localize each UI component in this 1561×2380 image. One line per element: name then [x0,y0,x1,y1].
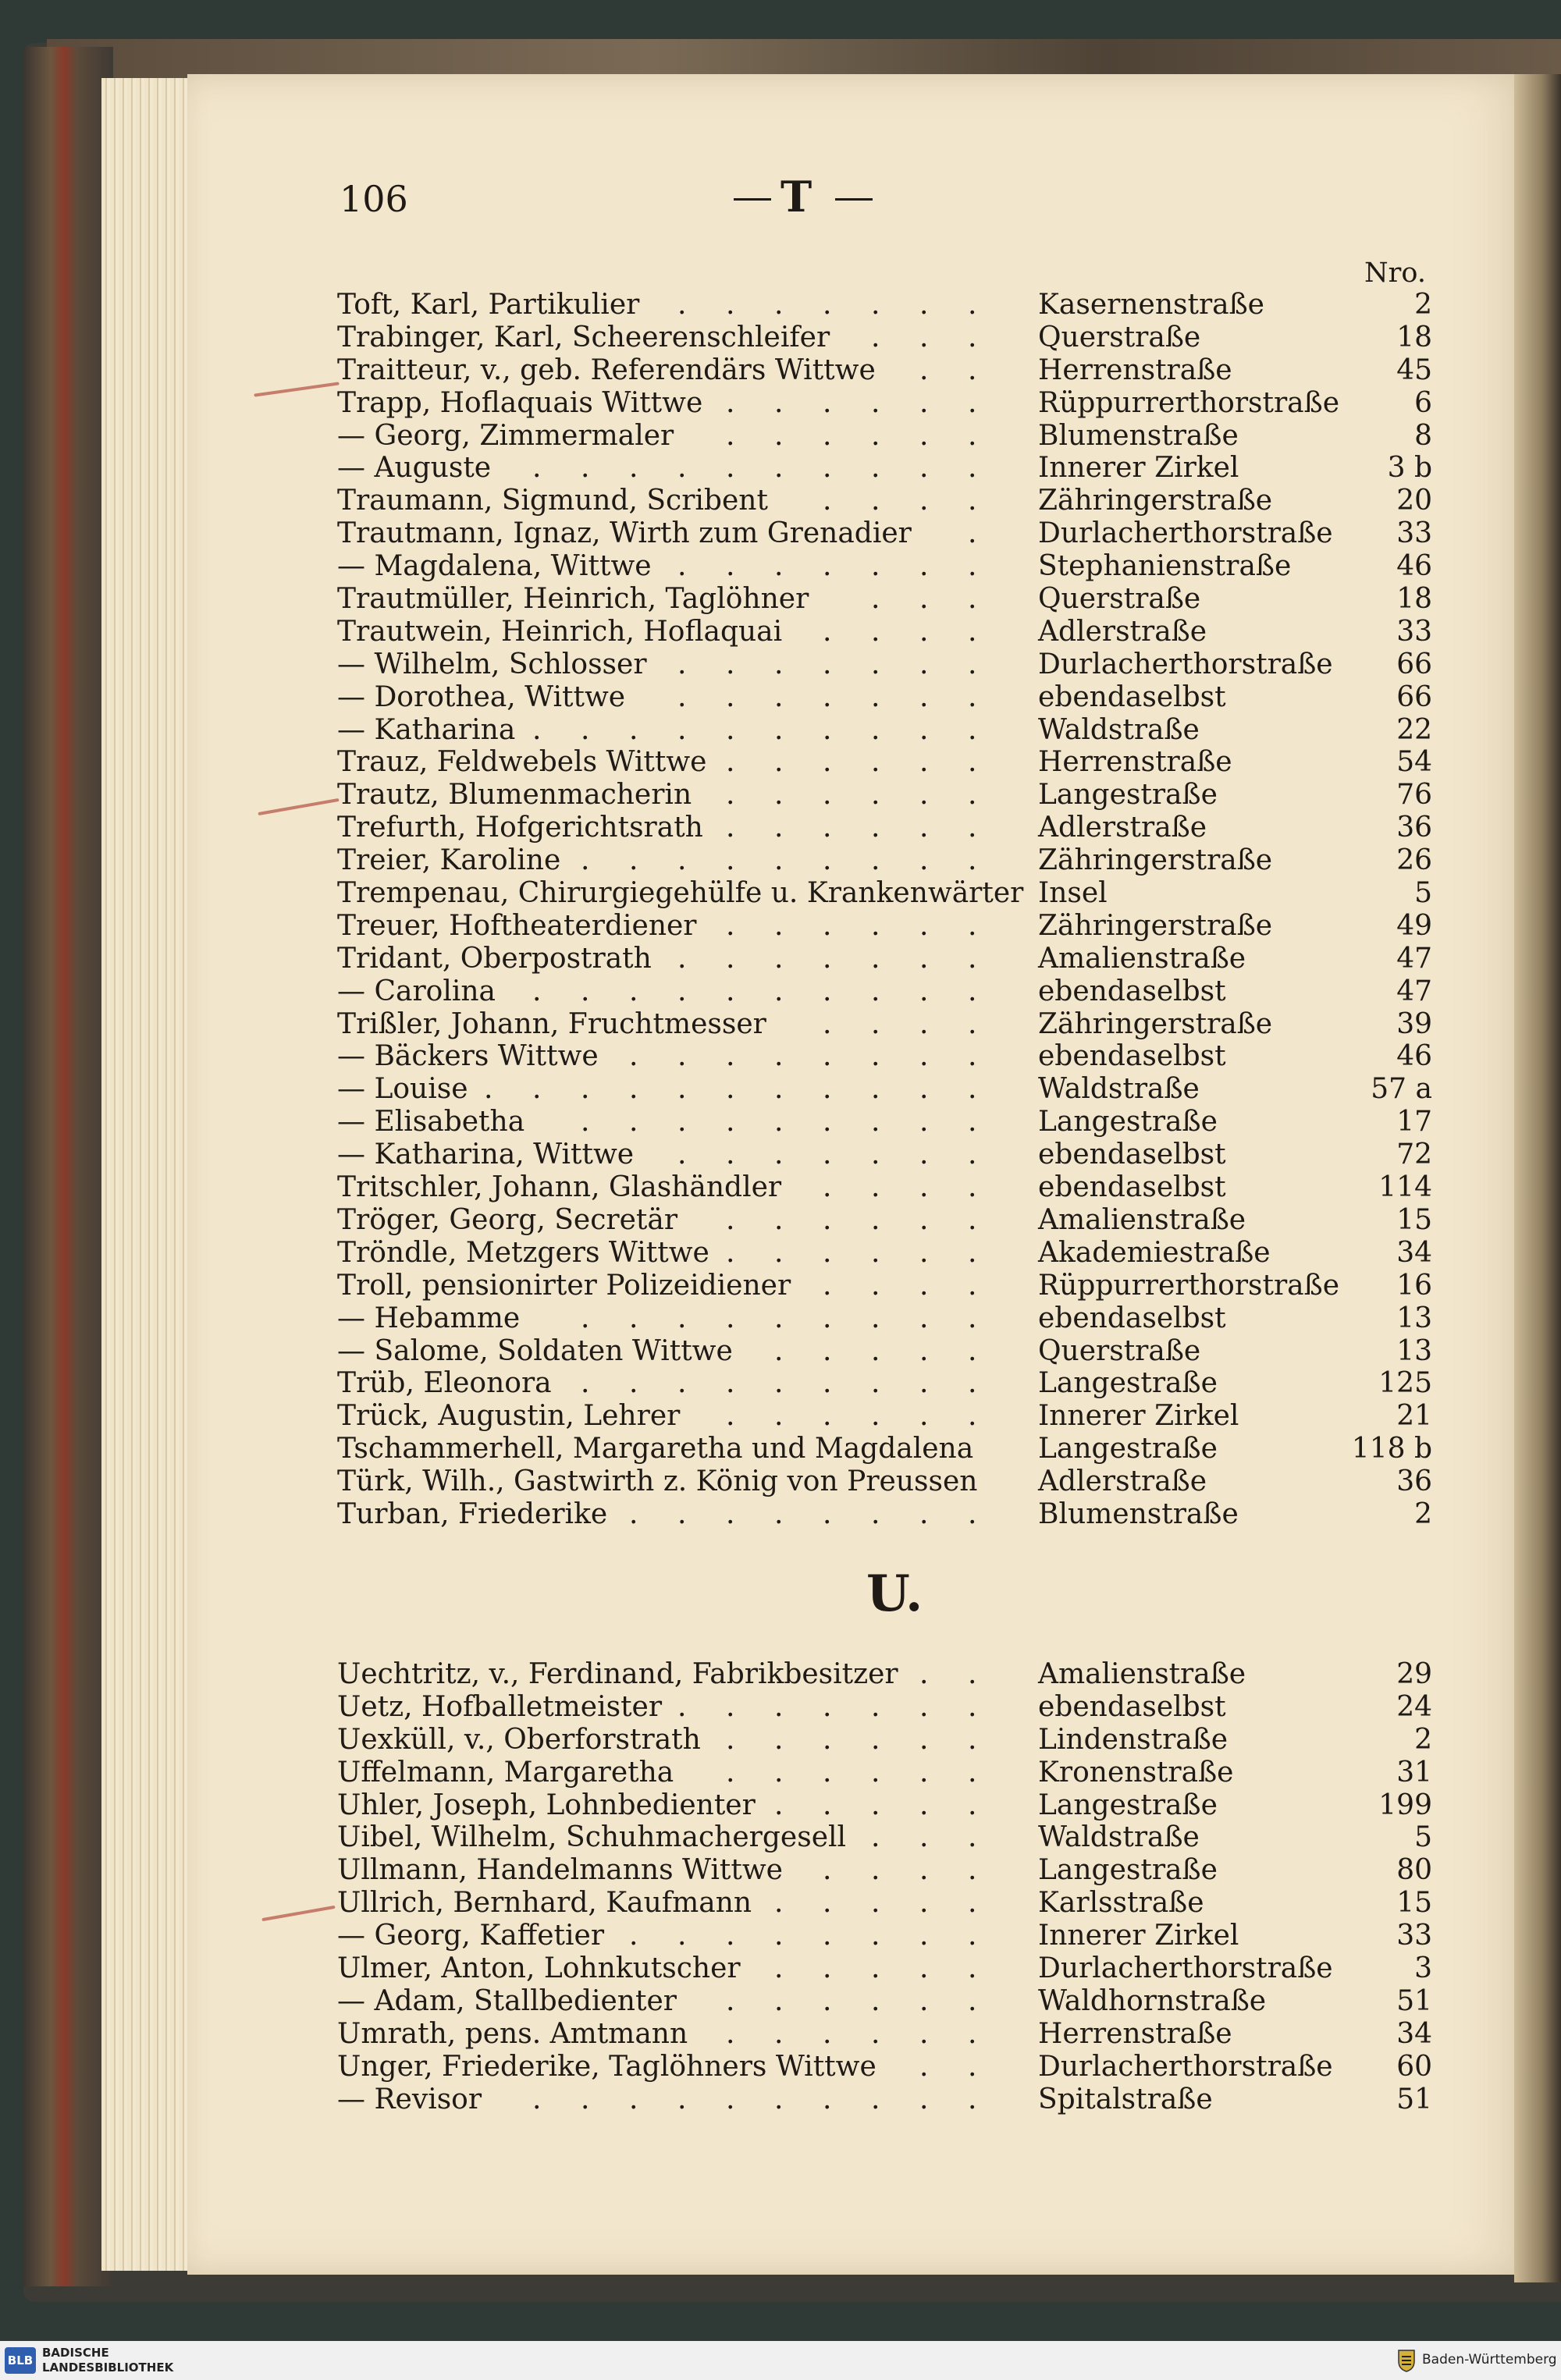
entry-name: Uechtritz, v., Ferdinand, Fabrikbesitzer [337,1658,898,1690]
directory-entry [0,1952,1561,1985]
leader-dots: . . . . . . [726,2017,977,2050]
entry-street: Langestraße [1038,1789,1218,1821]
entry-house-number: 51 [1396,1984,1432,2017]
leader-dots: . . . . . . . . . . [532,452,977,485]
entry-house-number: 21 [1396,1400,1432,1433]
leader-dots: . . . . . . [726,386,977,419]
entry-name: — Carolina [337,975,496,1007]
entry-street: Kasernenstraße [1038,289,1264,321]
directory-entry [0,1691,1561,1724]
library-name [42,2346,173,2375]
entry-street: Herrenstraße [1038,353,1232,386]
leader-dots: . . . . . . . [677,1138,977,1171]
entry-house-number: 46 [1396,550,1432,583]
directory-entry [0,1008,1561,1041]
entry-house-number: 118 b [1351,1433,1432,1465]
entry-street: Langestraße [1038,1433,1218,1465]
entry-street: Amalienstraße [1038,1203,1246,1236]
entry-name: Uexküll, v., Oberforstrath [337,1723,701,1756]
entry-name: — Georg, Kaffetier [337,1920,605,1952]
entry-street: Herrenstraße [1038,2017,1232,2050]
directory-entry [0,844,1561,877]
directory-entry [0,812,1561,844]
entry-house-number: 45 [1396,353,1432,386]
leader-dots: . . . . . . [726,1203,977,1236]
directory-entry [0,354,1561,387]
entry-house-number: 8 [1414,419,1432,452]
entry-name: Tröger, Georg, Secretär [337,1203,678,1236]
entry-name: Trüb, Eleonora [337,1367,552,1400]
entry-street: Querstraße [1038,321,1201,353]
leader-dots: . . . . . . . . . [581,1106,977,1138]
directory-entry [0,1433,1561,1465]
entry-name: Traumann, Sigmund, Scribent [337,485,768,517]
entry-street: Akademiestraße [1038,1236,1271,1269]
entry-name: Trautz, Blumenmacherin [337,779,692,812]
entry-name: Trapp, Hoflaquais Wittwe [337,386,703,419]
entry-house-number: 31 [1396,1756,1432,1789]
entry-street: Innerer Zirkel [1038,1920,1239,1952]
directory-entry [0,1302,1561,1335]
leader-dots: . . . . . [774,1789,977,1821]
leader-dots: . . [919,353,977,386]
entry-name: — Katharina [337,713,516,746]
entry-house-number: 33 [1396,1920,1432,1952]
entry-street: ebendaselbst [1038,1302,1226,1334]
directory-entry [0,420,1561,453]
directory-entry [0,1985,1561,2018]
entry-name: Ullrich, Bernhard, Kaufmann [337,1887,752,1920]
entry-house-number: 22 [1396,713,1432,746]
directory-entry [0,2051,1561,2083]
entry-street: ebendaselbst [1038,1690,1226,1723]
directory-entry [0,1789,1561,1822]
entry-name: — Magdalena, Wittwe [337,550,652,583]
leader-dots: . . . . . . . . . . [532,975,977,1007]
leader-dots: . . . . . . [726,1400,977,1433]
directory-entry [0,943,1561,975]
leader-dots: . . . . . . . . . . [532,2083,977,2115]
leader-dots: . . . . . . [726,779,977,812]
leader-dots: . . . . [823,1007,977,1040]
entry-house-number: 16 [1396,1269,1432,1302]
leader-dots: . . . . . . . . . [581,1302,977,1334]
header-letter: T [780,172,813,222]
directory-entry [0,616,1561,648]
entry-street: Blumenstraße [1038,1497,1239,1530]
leader-dots: . . [919,2050,977,2083]
entry-house-number: 66 [1396,648,1432,680]
directory-entry [0,387,1561,420]
leader-dots: . [968,517,977,550]
entry-name: Trabinger, Karl, Scheerenschleifer [337,321,830,353]
entry-house-number: 39 [1396,1007,1432,1040]
entry-street: Rüppurrerthorstraße [1038,1269,1339,1302]
leader-dots: . . . . . . [726,419,977,452]
leader-dots: . . . . . . . . . [581,844,977,877]
entry-street: Waldhornstraße [1038,1984,1267,2017]
entry-house-number: 18 [1396,321,1432,353]
leader-dots: . . . . [823,1269,977,1302]
entry-street: Waldstraße [1038,1821,1200,1854]
entry-street: Spitalstraße [1038,2083,1213,2115]
entry-house-number: 2 [1414,1723,1432,1756]
leader-dots: . . . . . [774,1952,977,1985]
directory-entry [0,1204,1561,1237]
entry-name: Uibel, Wilhelm, Schuhmachergesell [337,1821,847,1854]
entry-street: Durlacherthorstraße [1038,2050,1333,2083]
directory-entry [0,1821,1561,1854]
entry-name: — Auguste [337,452,492,485]
entry-name: Trautmüller, Heinrich, Taglöhner [337,583,809,616]
directory-entry [0,1757,1561,1789]
entry-name: — Dorothea, Wittwe [337,680,626,713]
header-dash-left [734,198,771,201]
entry-name: Tröndle, Metzgers Wittwe [337,1236,709,1269]
leader-dots: . . . . . . . . . . [532,713,977,746]
directory-entry [0,2083,1561,2116]
leader-dots: . . . [871,583,977,616]
entry-name: — Katharina, Wittwe [337,1138,635,1171]
entry-street: Langestraße [1038,779,1218,812]
entry-house-number: 24 [1396,1690,1432,1723]
leader-dots: . . . . . [774,1334,977,1367]
entry-name: Trautmann, Ignaz, Wirth zum Grenadier [337,517,912,550]
entry-name: Traitteur, v., geb. Referendärs Wittwe [337,353,876,386]
entry-name: — Adam, Stallbedienter [337,1984,677,2017]
footer-bar [0,2341,1561,2380]
entry-name: Toft, Karl, Partikulier [337,289,640,321]
directory-entry [0,550,1561,583]
directory-entry [0,1138,1561,1171]
entry-name: Trefurth, Hofgerichtsrath [337,812,703,844]
entry-name: — Bäckers Wittwe [337,1040,599,1073]
entry-house-number: 114 [1378,1171,1432,1204]
leader-dots: . . . [871,321,977,353]
entry-name: Troll, pensionirter Polizeidiener [337,1269,791,1302]
entry-house-number: 34 [1396,2017,1432,2050]
header-dash-right [835,198,873,201]
leader-dots: . . . . . . [726,1984,977,2017]
entry-name: — Elisabetha [337,1106,525,1138]
directory-entry [0,1400,1561,1433]
entry-street: Kronenstraße [1038,1756,1234,1789]
directory-entry [0,583,1561,616]
directory-entry [0,1106,1561,1138]
leader-dots: . . . . . . . . [629,1497,977,1530]
entry-house-number: 5 [1414,877,1432,910]
entry-house-number: 29 [1396,1658,1432,1690]
entry-house-number: 36 [1396,812,1432,844]
entry-name: Unger, Friederike, Taglöhners Wittwe [337,2050,877,2083]
entry-house-number: 47 [1396,942,1432,975]
leader-dots: . . . . . . . [677,550,977,583]
leader-dots: . . . . . . [726,746,977,779]
leader-dots: . . . . . . . [677,1690,977,1723]
entry-house-number: 46 [1396,1040,1432,1073]
entry-name: — Hebamme [337,1302,521,1334]
entry-house-number: 33 [1396,615,1432,648]
directory-entry [0,1887,1561,1920]
entry-street: Amalienstraße [1038,942,1246,975]
entry-street: Adlerstraße [1038,1465,1207,1498]
directory-entry [0,746,1561,779]
entry-house-number: 17 [1396,1106,1432,1138]
entry-street: Innerer Zirkel [1038,1400,1239,1433]
leader-dots: . . . . [823,1171,977,1204]
entry-name: Trautwein, Heinrich, Hoflaquai [337,615,783,648]
entry-house-number: 13 [1396,1334,1432,1367]
entries-section-t [0,289,1561,1531]
leader-dots: . . . . [823,1854,977,1887]
entry-house-number: 80 [1396,1854,1432,1887]
directory-entry [0,1073,1561,1106]
entries-section-u [0,1658,1561,2115]
leader-dots: . . . . . . . . . [581,1367,977,1400]
entry-house-number: 6 [1414,386,1432,419]
leader-dots: . . . . . . . . [629,1920,977,1952]
entry-name: Türk, Wilh., Gastwirth z. König von Preussen [337,1465,978,1498]
entry-house-number: 13 [1396,1302,1432,1334]
entry-house-number: 5 [1414,1821,1432,1854]
entry-house-number: 3 b [1387,452,1432,485]
entry-house-number: 2 [1414,1497,1432,1530]
entry-name: Trück, Augustin, Lehrer [337,1400,681,1433]
entry-name: Ullmann, Handelmanns Wittwe [337,1854,783,1887]
entry-street: Insel [1038,877,1108,910]
entry-street: ebendaselbst [1038,1040,1226,1073]
entry-street: Waldstraße [1038,713,1200,746]
entry-street: Blumenstraße [1038,419,1239,452]
entry-street: Zähringerstraße [1038,844,1273,877]
entry-street: ebendaselbst [1038,1138,1226,1171]
entry-house-number: 3 [1414,1952,1432,1985]
page-number: 106 [340,178,408,220]
leader-dots: . . [919,1658,977,1690]
directory-entry [0,910,1561,943]
entry-street: Waldstraße [1038,1073,1200,1106]
entry-house-number: 18 [1396,583,1432,616]
entry-name: Trißler, Johann, Fruchtmesser [337,1007,766,1040]
directory-entry [0,1498,1561,1531]
entry-name: Trempenau, Chirurgiegehülfe u. Krankenwärter [337,877,1024,910]
entry-house-number: 49 [1396,909,1432,942]
entry-name: Tritschler, Johann, Glashändler [337,1171,782,1204]
directory-entry [0,321,1561,354]
directory-entry [0,1658,1561,1691]
entry-street: Stephanienstraße [1038,550,1292,583]
entry-name: — Georg, Zimmermaler [337,419,674,452]
entry-name: Treier, Karoline [337,844,561,877]
column-header-number: Nro. [1364,258,1426,289]
directory-entry [0,1724,1561,1757]
entry-name: — Salome, Soldaten Wittwe [337,1334,733,1367]
leader-dots: . . . . . . [726,1723,977,1756]
directory-entry [0,1465,1561,1498]
directory-entry [0,1335,1561,1368]
directory-entry [0,714,1561,747]
directory-entry [0,975,1561,1008]
entry-house-number: 34 [1396,1236,1432,1269]
directory-entry [0,289,1561,321]
entry-house-number: 60 [1396,2050,1432,2083]
entry-street: Zähringerstraße [1038,909,1273,942]
entry-street: Zähringerstraße [1038,485,1273,517]
entry-street: Herrenstraße [1038,746,1232,779]
directory-entry [0,779,1561,812]
leader-dots: . . . . . . . . [629,1040,977,1073]
entry-house-number: 54 [1396,746,1432,779]
directory-entry [0,648,1561,681]
leader-dots: . . . . . . [726,812,977,844]
leader-dots: . . . . . . . [677,648,977,680]
entry-house-number: 57 a [1371,1073,1432,1106]
entry-street: Durlacherthorstraße [1038,648,1333,680]
entry-street: ebendaselbst [1038,680,1226,713]
entry-street: Querstraße [1038,1334,1201,1367]
entry-name: Uhler, Joseph, Lohnbedienter [337,1789,756,1821]
entry-house-number: 15 [1396,1203,1432,1236]
entry-name: Turban, Friederike [337,1497,608,1530]
leader-dots: . . . . . . . [677,289,977,321]
library-name-line2: LANDESBIBLIOTHEK [42,2360,174,2375]
entry-name: — Revisor [337,2083,482,2115]
leader-dots: . . . [871,1821,977,1854]
directory-entry [0,1040,1561,1073]
section-letter-u: U. [866,1565,923,1623]
entry-house-number: 72 [1396,1138,1432,1171]
state-name: Baden-Württemberg [1422,2352,1557,2368]
directory-entry [0,877,1561,910]
directory-entry [0,1920,1561,1952]
leader-dots: . . . . . [774,1887,977,1920]
entry-street: ebendaselbst [1038,975,1226,1007]
coat-of-arms-icon [1397,2349,1416,2372]
entry-house-number: 125 [1378,1367,1432,1400]
entry-street: Adlerstraße [1038,615,1207,648]
entry-house-number: 15 [1396,1887,1432,1920]
entry-street: Durlacherthorstraße [1038,1952,1333,1985]
entry-name: Tridant, Oberpostrath [337,942,652,975]
leader-dots: . . . . [823,485,977,517]
leader-dots: . . . . [823,615,977,648]
entry-house-number: 51 [1396,2083,1432,2115]
entry-street: Adlerstraße [1038,812,1207,844]
directory-entry [0,1270,1561,1302]
entry-name: Ulmer, Anton, Lohnkutscher [337,1952,741,1985]
leader-dots: . . . . . . [726,1756,977,1789]
entry-name: Umrath, pens. Amtmann [337,2017,688,2050]
entry-name: Trauz, Feldwebels Wittwe [337,746,707,779]
directory-entry [0,452,1561,485]
library-name-line1: BADISCHE [42,2346,109,2360]
directory-entry [0,485,1561,517]
entry-name: — Wilhelm, Schlosser [337,648,647,680]
entry-street: Rüppurrerthorstraße [1038,386,1339,419]
directory-entry [0,1854,1561,1887]
entry-house-number: 26 [1396,844,1432,877]
entry-house-number: 76 [1396,779,1432,812]
entry-street: Lindenstraße [1038,1723,1229,1756]
leader-dots: . . . . . . . [677,680,977,713]
entry-name: Treuer, Hoftheaterdiener [337,909,697,942]
entry-house-number: 20 [1396,485,1432,517]
entry-street: Durlacherthorstraße [1038,517,1333,550]
entry-street: Langestraße [1038,1854,1218,1887]
entry-street: Langestraße [1038,1106,1218,1138]
entry-house-number: 199 [1378,1789,1432,1821]
entry-house-number: 36 [1396,1465,1432,1498]
directory-entry [0,1237,1561,1270]
directory-entry [0,517,1561,550]
entry-street: Amalienstraße [1038,1658,1246,1690]
directory-entry [0,1367,1561,1400]
directory-entry [0,1171,1561,1204]
entry-street: Karlsstraße [1038,1887,1204,1920]
entry-house-number: 47 [1396,975,1432,1007]
entry-name: Uffelmann, Margaretha [337,1756,674,1789]
entry-house-number: 2 [1414,289,1432,321]
entry-house-number: 33 [1396,517,1432,550]
blb-logo-icon: BLB [5,2347,36,2374]
entry-street: Langestraße [1038,1367,1218,1400]
leader-dots: . . . . . . . . . . . [484,1073,977,1106]
entry-house-number: 66 [1396,680,1432,713]
leader-dots: . . . . . . [726,909,977,942]
leader-dots: . . . . . . . [677,942,977,975]
entry-street: Querstraße [1038,583,1201,616]
entry-name: — Louise [337,1073,468,1106]
directory-entry [0,2018,1561,2051]
entry-street: Innerer Zirkel [1038,452,1239,485]
page-header [0,172,1561,233]
entry-name: Tschammerhell, Margaretha und Magdalena [337,1433,974,1465]
entry-street: Zähringerstraße [1038,1007,1273,1040]
entry-name: Uetz, Hofballetmeister [337,1690,663,1723]
leader-dots: . . . . . . [726,1236,977,1269]
directory-entry [0,681,1561,714]
entry-street: ebendaselbst [1038,1171,1226,1204]
